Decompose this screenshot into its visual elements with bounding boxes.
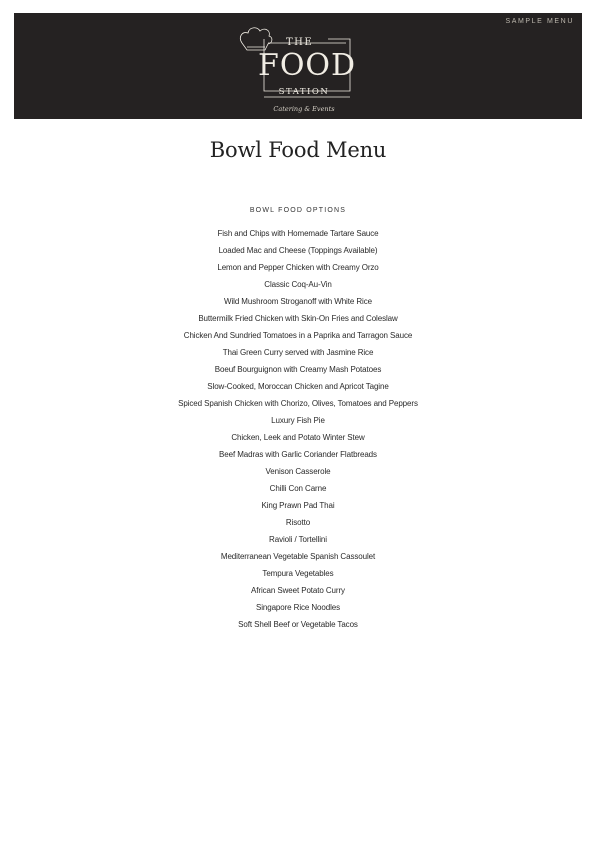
section-heading: BOWL FOOD OPTIONS [249, 207, 347, 214]
menu-items-list [0, 225, 596, 633]
menu-item: African Sweet Potato Curry [251, 586, 345, 595]
menu-item: Lemon and Pepper Chicken with Creamy Orzo [217, 263, 379, 272]
menu-item: Spiced Spanish Chicken with Chorizo, Olives, Tomatoes and Peppers [178, 399, 418, 408]
menu-item: Slow-Cooked, Moroccan Chicken and Apricot Tagine [207, 382, 389, 391]
menu-item: Soft Shell Beef or Vegetable Tacos [238, 620, 358, 629]
menu-item: Beef Madras with Garlic Coriander Flatbreads [219, 450, 377, 459]
sample-menu-tag: SAMPLE MENU [505, 18, 574, 25]
logo-the-text: THE [286, 37, 314, 48]
menu-item: Ravioli / Tortellini [269, 535, 327, 544]
menu-item: Chicken And Sundried Tomatoes in a Paprika and Tarragon Sauce [183, 331, 413, 340]
menu-item: Thai Green Curry served with Jasmine Rice [222, 348, 374, 357]
menu-item: Classic Coq-Au-Vin [264, 280, 332, 289]
menu-item: Wild Mushroom Stroganoff with White Rice [224, 297, 372, 306]
menu-item: Fish and Chips with Homemade Tartare Sauce [217, 229, 379, 238]
menu-item: Chilli Con Carne [269, 484, 327, 493]
menu-item: Luxury Fish Pie [271, 416, 325, 425]
menu-item: Mediterranean Vegetable Spanish Cassoulet [220, 552, 376, 561]
menu-item: Chicken, Leek and Potato Winter Stew [231, 433, 365, 442]
menu-item: Venison Casserole [265, 467, 331, 476]
logo-food-text: FOOD [258, 48, 357, 83]
logo-station-text: STATION [278, 87, 330, 97]
menu-item: Risotto [285, 518, 311, 527]
menu-item: Boeuf Bourguignon with Creamy Mash Potatoes [214, 365, 382, 374]
header-banner [14, 13, 582, 119]
menu-item: Buttermilk Fried Chicken with Skin-On Fries and Coleslaw [198, 314, 398, 323]
menu-item: Loaded Mac and Cheese (Toppings Available) [218, 246, 378, 255]
menu-item: King Prawn Pad Thai [261, 501, 335, 510]
page-title: Bowl Food Menu [209, 138, 387, 162]
the-food-station-logo [236, 23, 364, 115]
logo-subtitle: Catering & Events [273, 105, 335, 113]
menu-item: Singapore Rice Noodles [255, 603, 341, 612]
menu-item: Tempura Vegetables [262, 569, 334, 578]
